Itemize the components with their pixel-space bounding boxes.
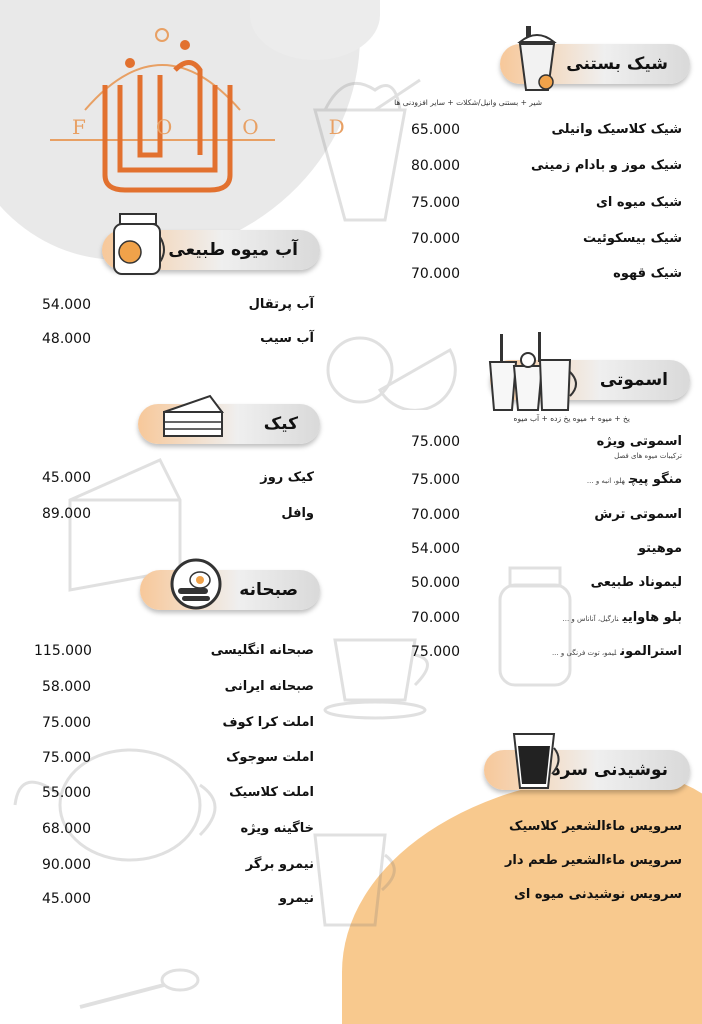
juice-item-price: 48.000 [42,331,91,347]
shake-item-name: شیک بیسکوئیت [582,231,682,246]
logo-icon [50,25,415,200]
cake-item-price: 89.000 [42,506,91,522]
shake-item-price: 70.000 [411,231,460,247]
smoothie-item-name [563,610,683,625]
section-title-breakfast: صبحانه [239,580,298,600]
shake-item-name: شیک قهوه [613,266,682,281]
smoothie-item-name [552,644,682,659]
breakfast-item-price: 55.000 [42,785,91,801]
smoothie-item-price: 75.000 [411,434,460,450]
smoothie-item-name: اسموتی ترش [594,507,682,522]
smoothie-item-price: 70.000 [411,610,460,626]
breakfast-item-name: صبحانه ایرانی [224,679,314,694]
breakfast-item-price: 75.000 [42,750,91,766]
cup-decoration-icon [320,610,440,720]
milkshake-icon [512,24,562,94]
smoothie-item-name [587,472,682,487]
section-title-shake: شیک بستنی [566,54,668,74]
cake-item-name: وافل [281,506,314,521]
breakfast-item-price: 90.000 [42,857,91,873]
breakfast-plate-icon [168,558,224,612]
cold-drink-item-name: سرویس ماءالشعیر کلاسیک [509,819,682,834]
smoothie-item-label: اسموتی ویژه [596,434,682,449]
glass-decoration-icon [300,815,400,935]
section-title-cake: کیک [263,414,298,434]
smoothie-item-name [597,434,682,449]
shake-item-price: 75.000 [411,195,460,211]
breakfast-item-price: 115.000 [34,643,92,659]
smoothie-item-label: بلو هاوایی [622,610,682,625]
juice-item-price: 54.000 [42,297,91,313]
shake-item-price: 65.000 [411,122,460,138]
shake-item-name: شیک موز و بادام زمینی [531,158,682,173]
cold-drink-item-name: سرویس ماءالشعیر طعم دار [504,853,682,868]
smoothie-cups-icon [486,332,582,414]
spoon-decoration-icon [70,965,200,1015]
breakfast-item-price: 58.000 [42,679,91,695]
cake-item-name: کیک روز [260,470,314,485]
breakfast-item-price: 45.000 [42,891,91,907]
section-title-smoothie: اسموتی [599,370,668,390]
smoothie-item-price: 75.000 [411,472,460,488]
smoothie-item-price: 75.000 [411,644,460,660]
juice-jar-icon [108,212,166,277]
smoothie-item-name: موهیتو [638,541,682,556]
shake-item-price: 70.000 [411,266,460,282]
breakfast-item-name: نیمرو [278,891,314,906]
smoothie-item-price: 70.000 [411,507,460,523]
shake-subtitle: شیر + بستنی وانیل/شکلات + سایر افزودنی ها [394,98,542,107]
fruit-decoration-icon [320,320,460,410]
jar-decoration-icon [485,560,585,690]
juice-item-name: آب سیب [260,331,314,346]
smoothie-item-price: 54.000 [411,541,460,557]
cake-item-price: 45.000 [42,470,91,486]
breakfast-item-name: خاگینه ویژه [240,821,314,836]
smoothie-subtitle: یخ + میوه + میوه یخ زده + آب میوه [513,414,630,423]
banner-breakfast [140,570,320,610]
smoothie-item-note: هلو، انبه و ... [586,477,625,485]
breakfast-item-name: املت کرا کوف [222,715,314,730]
breakfast-item-name: صبحانه انگلیسی [210,643,314,658]
shake-item-name: شیک کلاسیک وانیلی [551,122,682,137]
smoothie-item-note: ترکیبات میوه های فصل [614,452,682,460]
breakfast-item-price: 68.000 [42,821,91,837]
smoothie-item-name: لیموناد طبیعی [590,575,682,590]
breakfast-item-name: املت سوجوک [226,750,314,765]
cold-drink-item-name: سرویس نوشیدنی میوه ای [513,887,682,902]
juice-item-name: آب پرتقال [248,297,314,312]
smoothie-item-price: 50.000 [411,575,460,591]
breakfast-item-name: املت کلاسیک [229,785,314,800]
shake-item-price: 80.000 [411,158,460,174]
section-title-juice: آب میوه طبیعی [168,240,298,260]
cold-drink-glass-icon [508,730,562,792]
section-title-cold-drinks: نوشیدنی سرد [551,760,668,780]
cake-slice-icon [160,392,226,440]
logo-food-text: FOOD [72,115,415,139]
smoothie-item-note: نارگیل، آناناس و ... [562,615,619,623]
breakfast-item-price: 75.000 [42,715,91,731]
smoothie-item-note: لیمو، توت فرنگی و ... [551,649,617,657]
shake-item-name: شیک میوه ای [595,195,682,210]
smoothie-item-label: منگو پیچ [628,472,682,487]
breakfast-item-name: نیمرو برگر [245,857,314,872]
smoothie-item-label: استرالمون [620,644,682,659]
milkshake-decoration-icon [285,70,425,230]
